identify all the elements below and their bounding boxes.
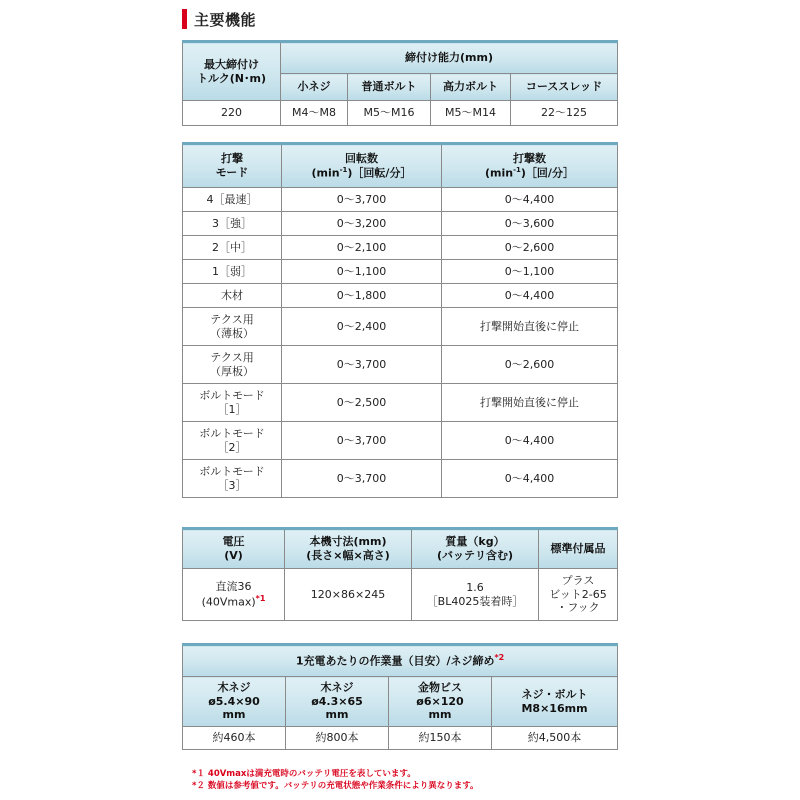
rpm-cell: 0～2,500 [282,384,442,422]
ipm-cell: 打撃開始直後に停止 [442,308,618,346]
accessories-value: プラス ビット2-65 ・フック [539,569,618,621]
section-title-text: 主要機能 [194,10,257,29]
mode-cell: 3［強］ [183,212,282,236]
mode-cell: ボルトモード ［1］ [183,384,282,422]
ipm-cell: 0～4,400 [442,460,618,498]
footnote-2: *２ 数値は参考値です。バッテリの充電状態や作業条件により異なります。 [192,781,479,791]
dimensions-header: 本機寸法(mm) (長さ×幅×高さ) [285,529,412,569]
footnotes [192,768,479,792]
ipm-cell: 0～4,400 [442,284,618,308]
rpm-unit [282,166,441,180]
ipm-cell: 0～3,600 [442,212,618,236]
title-accent-bar [182,9,187,29]
voltage-value [183,569,285,621]
mode-cell: テクス用 （薄板） [183,308,282,346]
standard-bolt-header: 普通ボルト [348,74,431,101]
mode-cell: テクス用 （厚板） [183,346,282,384]
rpm-unit-sup: -1 [339,165,348,174]
mode-cell: 4［最速］ [183,188,282,212]
rpm-cell: 0～2,100 [282,236,442,260]
small-screw-value: M4～M8 [281,101,348,126]
ipm-cell: 0～2,600 [442,346,618,384]
ipm-cell: 0～4,400 [442,422,618,460]
spec-table [182,527,618,621]
rpm-cell: 0～3,700 [282,188,442,212]
rpm-cell: 0～3,700 [282,422,442,460]
rpm-cell: 0～3,700 [282,346,442,384]
bolt-value: 約4,500本 [492,727,618,750]
max-torque-value: 220 [183,101,281,126]
ipm-unit-pre: (min [485,166,514,180]
rpm-unit-post: )［回転/分］ [347,166,412,180]
coarse-thread-header: コーススレッド [511,74,618,101]
ipm-cell: 打撃開始直後に停止 [442,384,618,422]
voltage-footnote-marker: *1 [255,593,266,603]
ipm-cell: 0～2,600 [442,236,618,260]
rpm-unit-pre: (min [311,166,340,180]
wood-screw-65-value: 約800本 [286,727,389,750]
high-strength-bolt-value: M5～M14 [431,101,511,126]
rpm-cell: 0～1,100 [282,260,442,284]
ipm-title: 打撃数 [513,151,546,165]
mode-row [183,460,618,498]
ipm-unit-sup: -1 [513,165,521,174]
high-strength-bolt-header: 高力ボルト [431,74,511,101]
rpm-cell: 0～3,700 [282,460,442,498]
voltage-text: 直流36 (40Vmax) [201,579,256,609]
bolt-header: ネジ・ボルト M8×16mm [492,677,618,727]
torque-capacity-table [182,40,618,126]
mode-row [183,236,618,260]
rpm-cell: 0～3,200 [282,212,442,236]
hardware-screw-header: 金物ビス ø6×120 mm [389,677,492,727]
wood-screw-90-value: 約460本 [183,727,286,750]
wood-screw-90-header: 木ネジ ø5.4×90 mm [183,677,286,727]
ipm-unit [442,166,617,180]
mode-row [183,284,618,308]
rpm-header [282,144,442,188]
mode-cell: 2［中］ [183,236,282,260]
mode-row [183,308,618,346]
wood-screw-65-header: 木ネジ ø4.3×65 mm [286,677,389,727]
rpm-cell: 0～2,400 [282,308,442,346]
work-amount-table [182,643,618,750]
mode-cell: 木材 [183,284,282,308]
dimensions-value: 120×86×245 [285,569,412,621]
work-amount-footnote-marker: *2 [494,653,505,663]
ipm-header [442,144,618,188]
ipm-unit-post: )［回/分］ [520,166,574,180]
mode-cell: ボルトモード ［3］ [183,460,282,498]
max-torque-header: 最大締付け トルク(N･m) [183,42,281,101]
capacity-group-header: 締付け能力(mm) [281,42,618,74]
mode-header: 打撃 モード [183,144,282,188]
small-screw-header: 小ネジ [281,74,348,101]
mode-row [183,188,618,212]
hardware-screw-value: 約150本 [389,727,492,750]
ipm-cell: 0～1,100 [442,260,618,284]
rpm-cell: 0～1,800 [282,284,442,308]
weight-header: 質量（kg） (バッテリ含む) [412,529,539,569]
mode-row [183,422,618,460]
work-amount-title [183,645,618,677]
mode-row [183,346,618,384]
standard-bolt-value: M5～M16 [348,101,431,126]
section-title [182,8,256,30]
mode-row [183,260,618,284]
voltage-header: 電圧 (V) [183,529,285,569]
footnote-1: *１ 40Vmaxは満充電時のバッテリ電圧を表しています。 [192,769,416,779]
coarse-thread-value: 22～125 [511,101,618,126]
mode-row [183,212,618,236]
mode-cell: ボルトモード ［2］ [183,422,282,460]
ipm-cell: 0～4,400 [442,188,618,212]
rpm-title: 回転数 [345,151,378,165]
mode-cell: 1［弱］ [183,260,282,284]
mode-row [183,384,618,422]
weight-value: 1.6 ［BL4025装着時］ [412,569,539,621]
accessories-header: 標準付属品 [539,529,618,569]
work-amount-title-text: 1充電あたりの作業量（目安）/ネジ締め [295,654,495,668]
impact-mode-table [182,142,618,498]
mode-rows [183,188,618,498]
